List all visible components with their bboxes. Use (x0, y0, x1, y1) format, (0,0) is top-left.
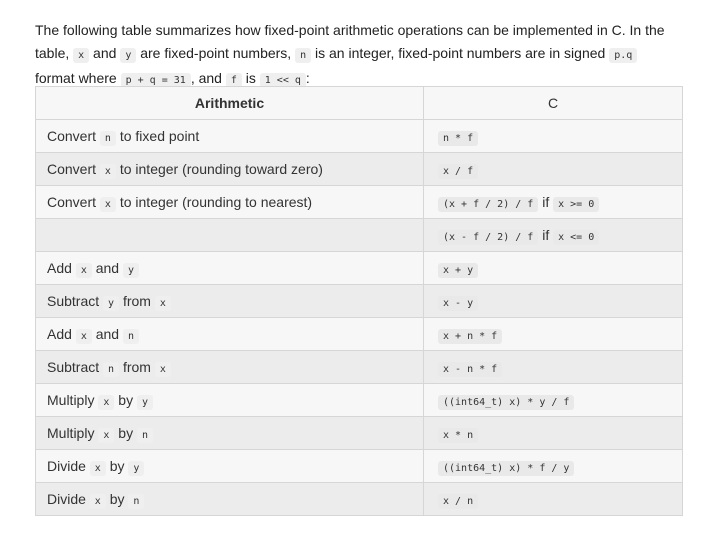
intro-paragraph (35, 19, 680, 93)
inline-code: n * f (438, 131, 478, 146)
arithmetic-cell (36, 120, 424, 153)
inline-code: x (73, 48, 89, 63)
inline-code: n (128, 494, 144, 509)
c-expression-cell (424, 285, 683, 318)
table-row (36, 219, 683, 252)
c-expression-cell (424, 252, 683, 285)
inline-code: (x + f / 2) / f (438, 197, 538, 212)
cell-text: if (538, 227, 554, 243)
table-row (36, 384, 683, 417)
cell-text: Convert (47, 161, 100, 177)
arithmetic-cell (36, 417, 424, 450)
c-expression-cell (424, 384, 683, 417)
table-row (36, 351, 683, 384)
inline-code: ((int64_t) x) * f / y (438, 461, 574, 476)
cell-text: Add (47, 326, 76, 342)
intro-text: , and (190, 70, 226, 86)
table-row (36, 417, 683, 450)
cell-text: from (119, 359, 155, 375)
c-expression-cell (424, 483, 683, 516)
table-row (36, 153, 683, 186)
header-arithmetic: Arithmetic (36, 87, 424, 120)
intro-text: and (89, 44, 121, 61)
inline-code: x (98, 395, 114, 410)
cell-text: by (114, 425, 137, 441)
inline-code: x (90, 461, 106, 476)
c-expression-cell (424, 318, 683, 351)
cell-text: Subtract (47, 359, 104, 375)
inline-code: f (226, 73, 242, 88)
cell-text: to fixed point (115, 128, 200, 144)
arithmetic-cell (36, 186, 424, 219)
inline-code: x (76, 329, 92, 344)
arithmetic-cell (36, 483, 424, 516)
table-header-row (36, 87, 683, 120)
cell-text: from (119, 293, 155, 309)
inline-code: x (100, 164, 116, 179)
table-row (36, 252, 683, 285)
arithmetic-cell (36, 450, 424, 483)
inline-code: ((int64_t) x) * y / f (438, 395, 574, 410)
inline-code: x + n * f (438, 329, 502, 344)
inline-code: n (123, 329, 139, 344)
cell-text: if (538, 194, 554, 210)
inline-code: y (128, 461, 144, 476)
table-row (36, 483, 683, 516)
c-expression-cell (424, 120, 683, 153)
inline-code: n (295, 48, 311, 63)
intro-text: format where (35, 70, 121, 86)
arithmetic-cell (36, 285, 424, 318)
cell-text: and (91, 326, 123, 342)
arithmetic-cell (36, 252, 424, 285)
table-row (36, 450, 683, 483)
cell-text: Add (47, 260, 76, 276)
cell-text: Divide (47, 458, 90, 474)
cell-text: to integer (rounding toward zero) (115, 161, 323, 177)
cell-text: to integer (rounding to nearest) (115, 194, 313, 210)
table-body (36, 120, 683, 516)
inline-code: y (137, 395, 153, 410)
intro-text: is an integer, fixed-point numbers are in signed (311, 44, 610, 61)
inline-code: x (155, 296, 171, 311)
intro-text: The following table summarizes how fixed-point arithmetic operations can be implemented in C. In the table, (35, 22, 665, 61)
inline-code: p.q (609, 48, 637, 63)
c-expression-cell (424, 153, 683, 186)
arithmetic-cell (36, 384, 424, 417)
intro-text: are fixed-point numbers, (136, 44, 296, 61)
inline-code: (x - f / 2) / f (438, 230, 538, 245)
operations-table (35, 86, 683, 516)
cell-text: Convert (47, 128, 100, 144)
table-row (36, 318, 683, 351)
header-c: C (424, 87, 683, 120)
inline-code: p + q = 31 (121, 73, 191, 88)
cell-text: Convert (47, 194, 100, 210)
inline-code: x / f (438, 164, 478, 179)
cell-text: Subtract (47, 293, 104, 309)
inline-code: x / n (438, 494, 478, 509)
arithmetic-cell (36, 351, 424, 384)
cell-text: by (114, 392, 137, 408)
table-row (36, 285, 683, 318)
inline-code: x + y (438, 263, 478, 278)
c-expression-cell (424, 219, 683, 252)
inline-code: y (120, 48, 136, 63)
inline-code: n (100, 131, 116, 146)
inline-code: x - n * f (438, 362, 502, 377)
cell-text: by (105, 458, 129, 474)
table-row (36, 186, 683, 219)
inline-code: x (90, 494, 106, 509)
cell-text: by (105, 491, 129, 507)
cell-text: Multiply (47, 425, 99, 441)
inline-code: 1 << q (260, 73, 306, 88)
c-expression-cell (424, 186, 683, 219)
arithmetic-cell (36, 318, 424, 351)
intro-text: is (241, 70, 260, 86)
inline-code: x (76, 263, 92, 278)
cell-text: Multiply (47, 392, 99, 408)
inline-code: x - y (438, 296, 478, 311)
inline-code: x <= 0 (553, 230, 599, 245)
cell-text: Divide (47, 491, 90, 507)
intro-text: : (305, 70, 310, 86)
table-row (36, 120, 683, 153)
inline-code: x (155, 362, 171, 377)
inline-code: x >= 0 (553, 197, 599, 212)
cell-text: and (91, 260, 123, 276)
c-expression-cell (424, 450, 683, 483)
arithmetic-cell (36, 153, 424, 186)
inline-code: x (98, 428, 114, 443)
inline-code: n (137, 428, 153, 443)
inline-code: n (103, 362, 119, 377)
inline-code: y (103, 296, 119, 311)
c-expression-cell (424, 351, 683, 384)
arithmetic-cell (36, 219, 424, 252)
inline-code: x * n (438, 428, 478, 443)
inline-code: x (100, 197, 116, 212)
inline-code: y (123, 263, 139, 278)
c-expression-cell (424, 417, 683, 450)
